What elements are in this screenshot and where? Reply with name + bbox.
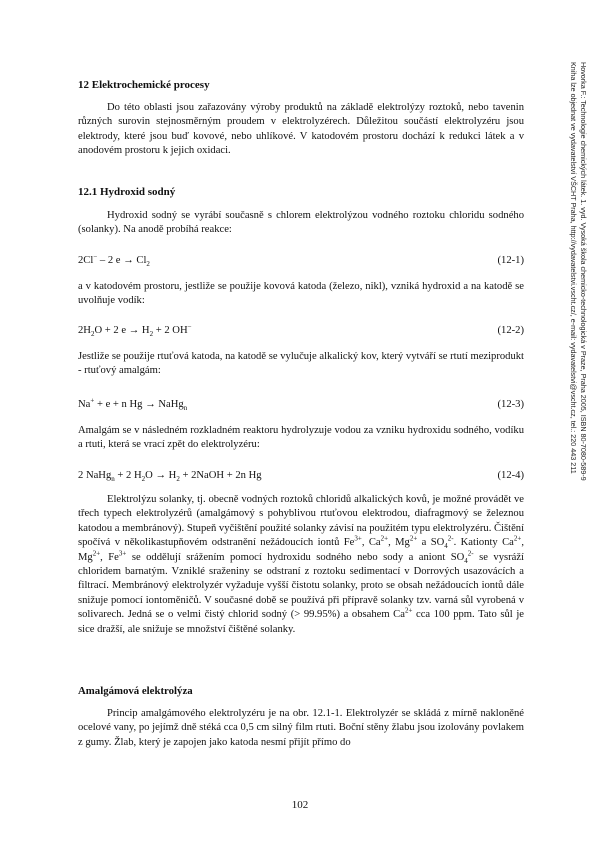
paragraph-3: Jestliže se použije rtuťová katoda, na katodě se vylučuje alkalický kov, který vytváří se rtutí meziprodukt - rtuťový amalgám: bbox=[78, 351, 524, 377]
paragraph-6: Princip amalgámového elektrolyzéru je na obr. 12.1-1. Elektrolyzér se skládá z mírně nakloněné ocelové vany, po jejímž dně stéká cca 0,5 cm silný film rtuti. Boční stěny žlabu jsou izolovány povlakem z gumy. Žlab, který je zapojen jako katoda nesmí přijít přímo do bbox=[78, 708, 524, 748]
paragraph-5: Elektrolýzu solanky, tj. obecně vodných roztoků chloridů alkalických kovů, je možné provádět ve třech typech elektrolyzérů (amalgámový s pohyblivou rtuťovou elektrodou, diafragmový se železnou katodou a membránový). Stupeň vyčištění použité solanky závisí na použitém typu elektrolyzéru. Čištění spočívá v několikastupňovém odstranění nežádoucích iontů $Fe^{3+}$, $Ca^{2+}$, $Mg^{2+}$ a $SO_4^{2-}$. Kationty $Ca^{2+}$, $Mg^{2+}$, $Fe^{3+}$ se oddělují srážením pomocí hydroxidu sodného nebo sody a aniont $SO_4^{2-}$ se vysráží chloridem barnatým. Vzniklé sraženiny se odstraní z roztoku sedimentací v Dorrových usazovácích a filtrací. Membránový elektrolyzér vyžaduje vyšší čistotu solanky, proto se obsah nežádoucích iontů dále snižuje pomocí iontoměničů. V současné době se používá při přípravě solanky tzv. varná sůl vyrobená v solivarech. Jedná se o velmi čistý chlorid sodný (> 99.95%) a obsahem $Ca^{2+}$ cca 100 ppm. Tato sůl je sice dražší, ale snižuje se množství čištěné solanky. bbox=[78, 494, 525, 635]
equation-number: (12-3) bbox=[497, 399, 524, 410]
equation-number: (12-2) bbox=[497, 325, 524, 336]
subsection-title: Amalgámová elektrolýza bbox=[78, 685, 193, 697]
equation-number: (12-1) bbox=[497, 255, 524, 266]
chapter-intro: Do této oblasti jsou zařazovány výroby produktů na základě elektrolýzy roztoků, nebo tavenin různých surovin stejnosměrným proudem v elektrolyzérech. Důležitou součástí elektrolyzéru jsou elektrody, které jsou buď kovové, nebo uhlíkové. V katodovém prostoru dochází k redukci látek a v anodovém prostoru k jejich oxidaci. bbox=[78, 102, 524, 157]
citation-line-1: Hovorka F.: Technologie chemických látek. 1. vyd. Vysoká škola chemicko-technologická v Praze, Praha 2005, ISBN 80-7080-589-9 bbox=[579, 62, 588, 481]
paragraph-1: Hydroxid sodný se vyrábí současně s chlorem elektrolýzou vodného roztoku chloridu sodného (solanky). Na anodě probíhá reakce: bbox=[78, 210, 524, 236]
paragraph-2: a v katodovém prostoru, jestliže se použije kovová katoda (železo, nikl), vzniká hydroxid a na katodě se uvolňuje vodík: bbox=[78, 281, 524, 307]
section-title: 12.1 Hydroxid sodný bbox=[78, 186, 176, 198]
citation-line-2: Kniha lze objednat ve vydavatelství VŠCHT Praha, http://vydavatelstvi.vscht.cz/, e-mail: vydavatelstvi@vscht.cz, tel.: 220 443 211 bbox=[569, 62, 578, 474]
chapter-title: 12 Elektrochemické procesy bbox=[78, 79, 210, 91]
equation-number: (12-4) bbox=[497, 470, 524, 481]
paragraph-4: Amalgám se v následném rozkladném reaktoru hydrolyzuje vodou za vzniku hydroxidu sodného, vodíku a rtuti, která se vrací zpět do elektrolyzéru: bbox=[78, 425, 524, 451]
side-citation bbox=[568, 62, 588, 481]
page-number: 102 bbox=[291, 799, 309, 811]
equation-12-3: Na+ + e + n Hg → NaHg$_n$ (12-3) bbox=[78, 396, 524, 413]
equation-12-2: $2H_2O + 2$ $e \to H_2 + 2$ OH− (12-2) bbox=[78, 322, 524, 339]
equation-12-4: 2 NaHg$_n$ + 2 $H_2O \to H_2$ + 2NaOH + 2n Hg (12-4) bbox=[78, 470, 524, 484]
equation-12-1: 2Cl− – 2 $e \to Cl_2$ (12-1) bbox=[78, 252, 524, 269]
